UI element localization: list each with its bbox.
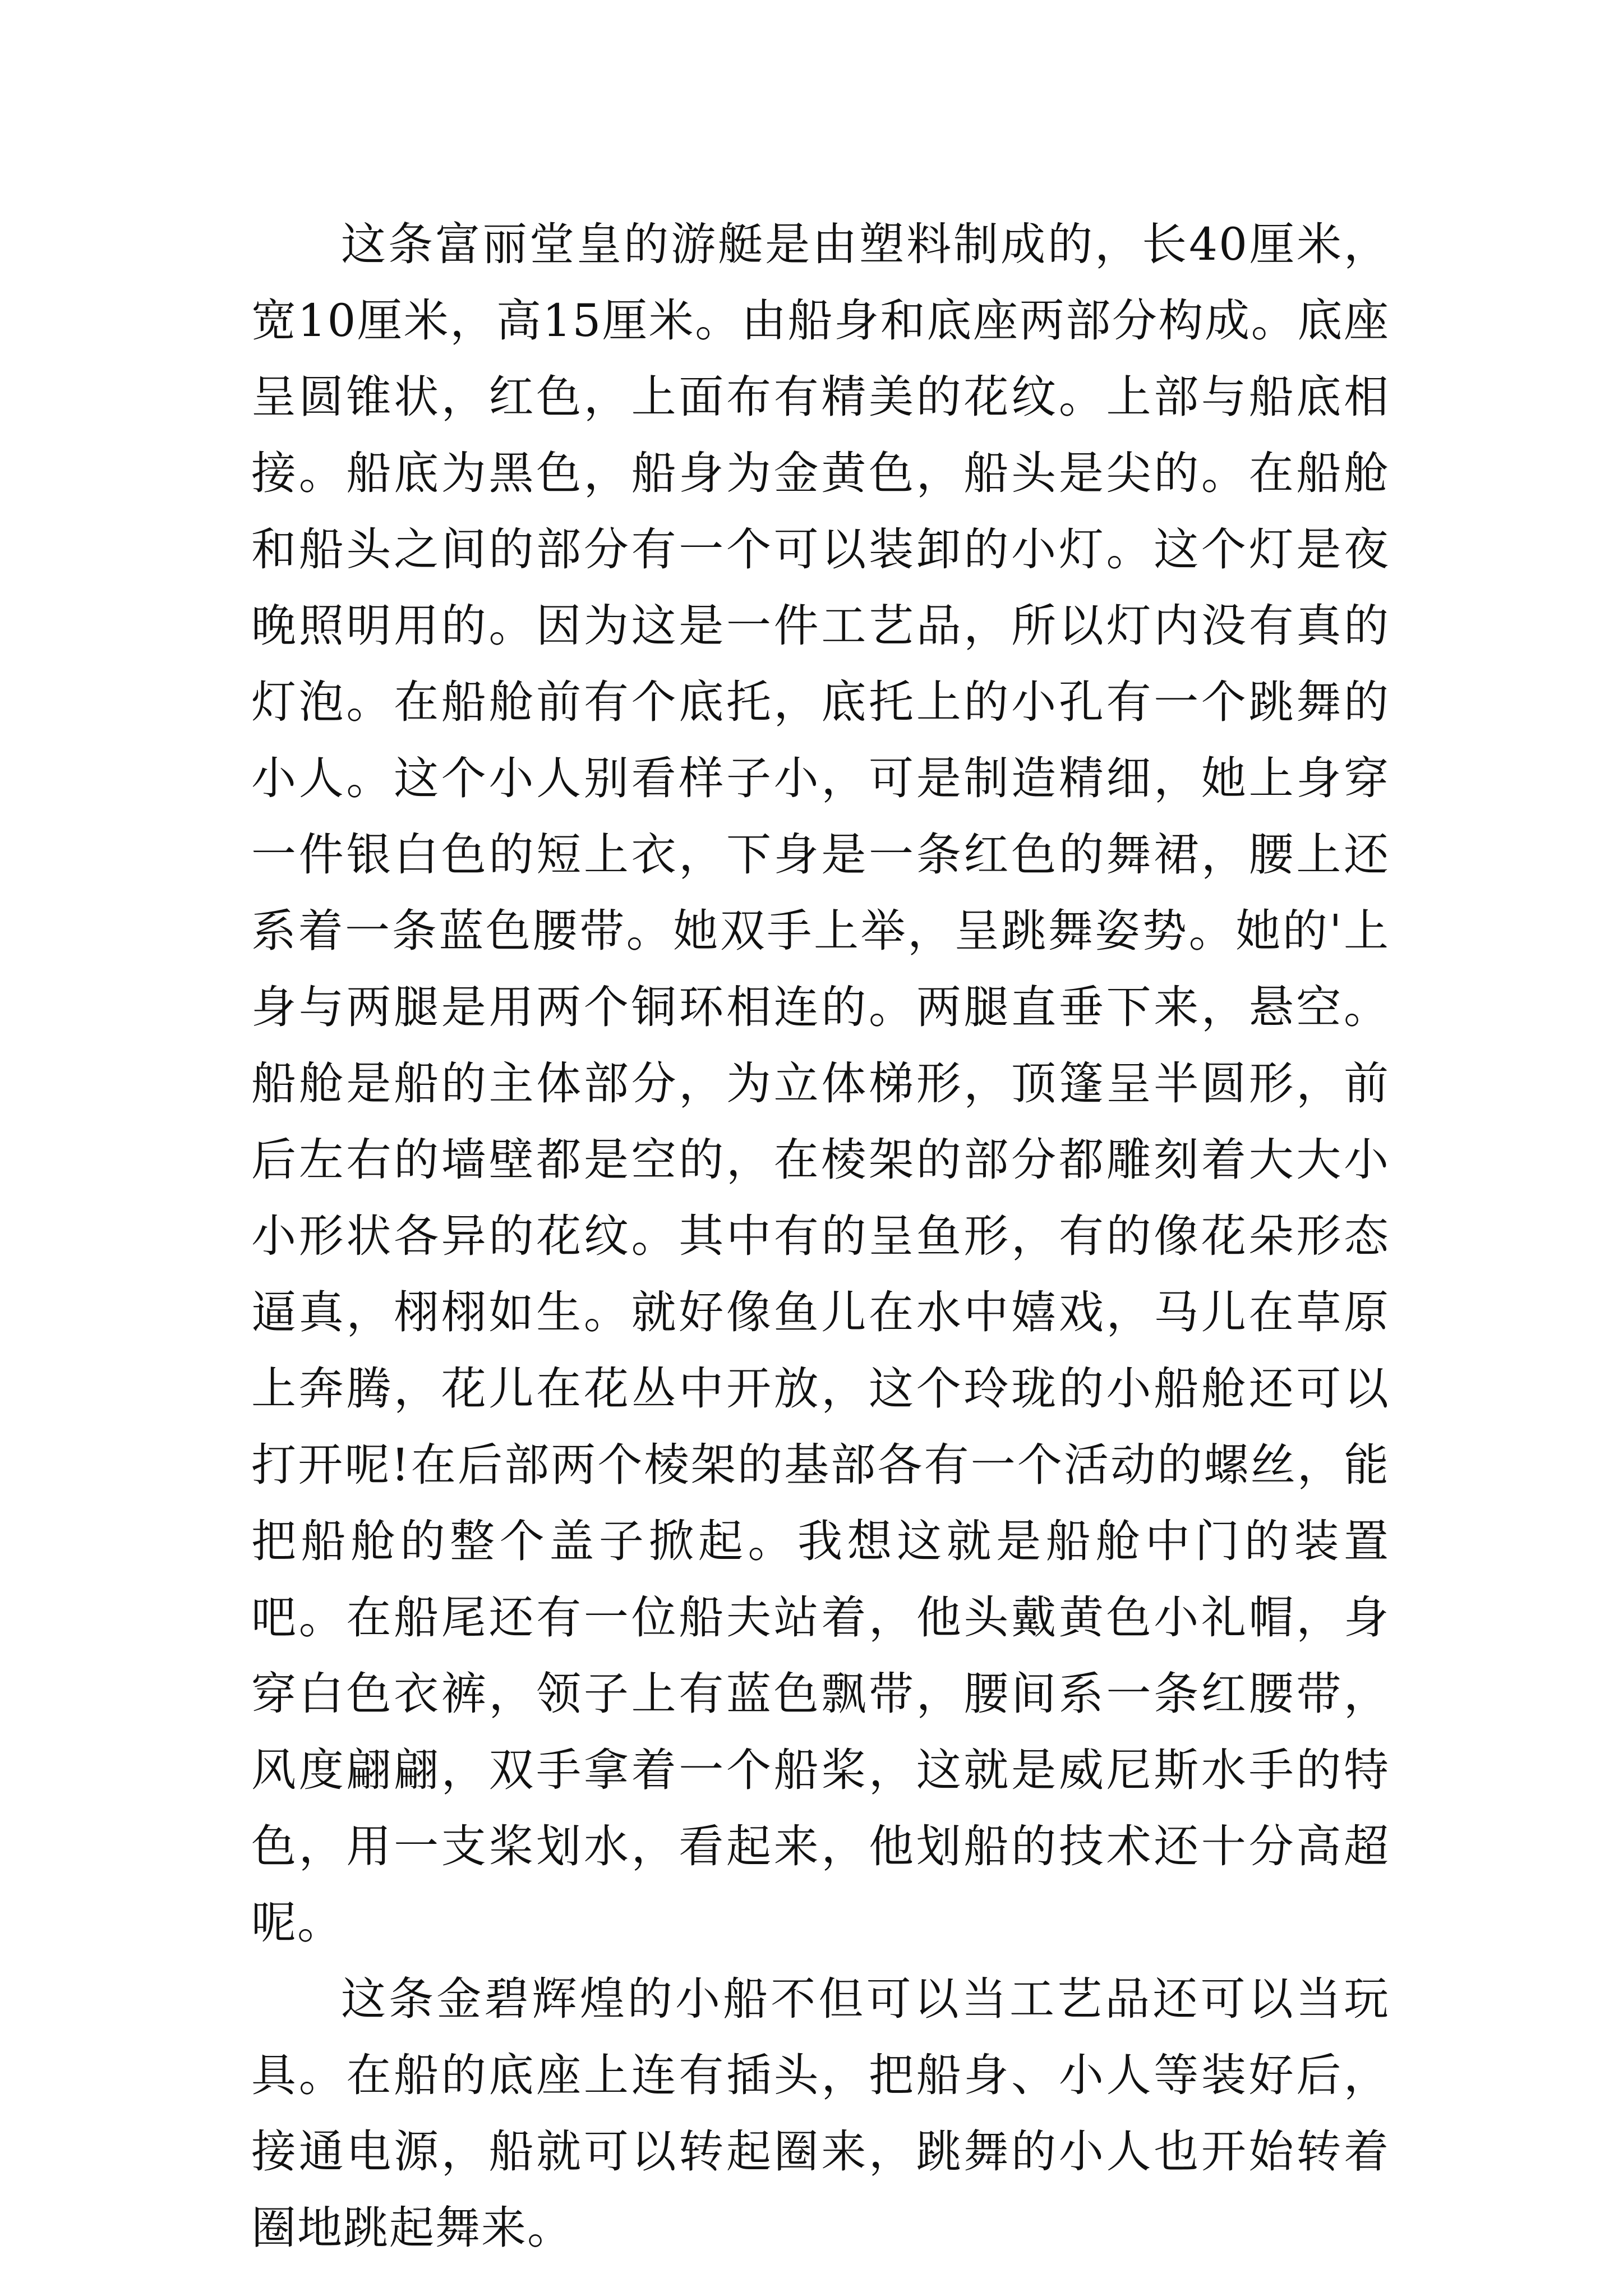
document-body bbox=[251, 206, 1390, 2266]
paragraph-toy-function: 这条金碧辉煌的小船不但可以当工艺品还可以当玩具。在船的底座上连有插头，把船身、小人等装好后，接通电源，船就可以转起圈来，跳舞的小人也开始转着圈地跳起舞来。 bbox=[251, 1973, 1390, 2254]
paragraph-yacht-description: 这条富丽堂皇的游艇是由塑料制成的，长40厘米，宽10厘米，高15厘米。由船身和底座两部分构成。底座呈圆锥状，红色，上面布有精美的花纹。上部与船底相接。船底为黑色，船身为金黄色，船头是尖的。在船舱和船头之间的部分有一个可以装卸的小灯。这个灯是夜晚照明用的。因为这是一件工艺品，所以灯内没有真的灯泡。在船舱前有个底托，底托上的小孔有一个跳舞的小人。这个小人别看样子小，可是制造精细，她上身穿一件银白色的短上衣，下身是一条红色的舞裙，腰上还系着一条蓝色腰带。她双手上举，呈跳舞姿势。她的'上身与两腿是用两个铜环相连的。两腿直垂下来，悬空。船舱是船的主体部分，为立体梯形，顶篷呈半圆形，前后左右的墙壁都是空的，在棱架的部分都雕刻着大大小小形状各异的花纹。其中有的呈鱼形，有的像花朵形态逼真，栩栩如生。就好像鱼儿在水中嬉戏，马儿在草原上奔腾，花儿在花丛中开放，这个玲珑的小船舱还可以打开呢!在后部两个棱架的基部各有一个活动的螺丝，能把船舱的整个盖子掀起。我想这就是船舱中门的装置吧。在船尾还有一位船夫站着，他头戴黄色小礼帽，身穿白色衣裤，领子上有蓝色飘带，腰间系一条红腰带，风度翩翩，双手拿着一个船桨，这就是威尼斯水手的特色，用一支桨划水，看起来，他划船的技术还十分高超呢。 bbox=[251, 218, 1390, 1949]
